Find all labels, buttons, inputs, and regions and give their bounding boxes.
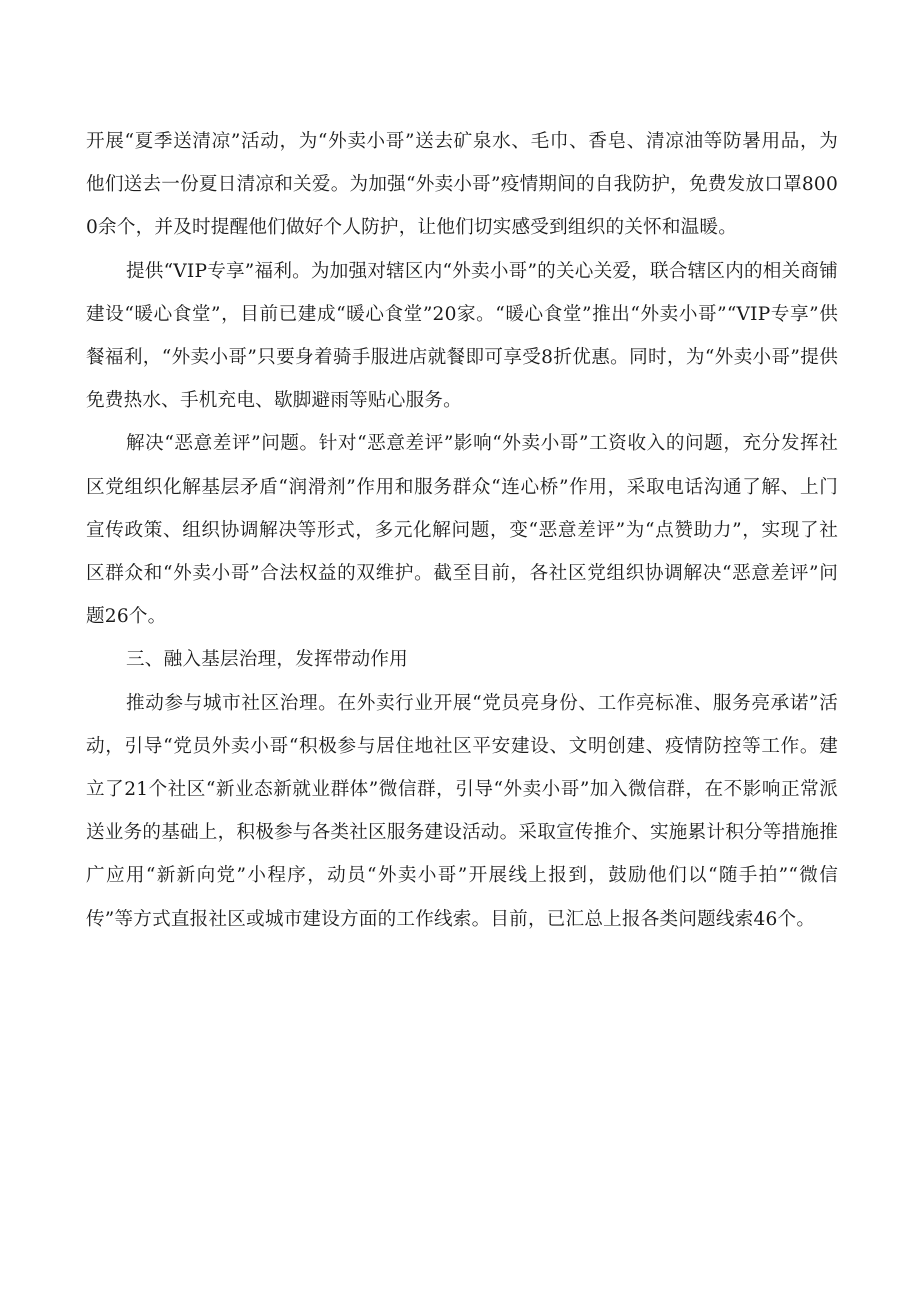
paragraph-summer-cooling: 开展“夏季送清凉”活动，为“外卖小哥”送去矿泉水、毛巾、香皂、清凉油等防暑用品，为他们送去一份夏日清凉和关爱。为加强“外卖小哥”疫情期间的自我防护，免费发放口罩8000余个，并及时提醒他们做好个人防护，让他们切实感受到组织的关怀和温暖。 [86,131,838,239]
document-body [86,120,838,941]
paragraph-bad-reviews: 解决“恶意差评”问题。针对“恶意差评”影响“外卖小哥”工资收入的问题，充分发挥社区党组织化解基层矛盾“润滑剂”作用和服务群众“连心桥”作用，采取电话沟通了解、上门宣传政策、组织协调解决等形式，多元化解问题，变“恶意差评”为“点赞助力”，实现了社区群众和“外卖小哥”合法权益的双维护。截至目前，各社区党组织协调解决“恶意差评”问题26个。 [86,433,838,628]
paragraph-vip-benefits: 提供“VIP专享”福利。为加强对辖区内“外卖小哥”的关心关爱，联合辖区内的相关商铺建设“暖心食堂”，目前已建成“暖心食堂”20家。“暖心食堂”推出“外卖小哥”“VIP专享”供餐福利，“外卖小哥”只要身着骑手服进店就餐即可享受8折优惠。同时，为“外卖小哥”提供免费热水、手机充电、歇脚避雨等贴心服务。 [86,260,838,412]
section-heading-grassroots-governance: 三、融入基层治理，发挥带动作用 [126,649,408,671]
paragraph-community-governance: 推动参与城市社区治理。在外卖行业开展“党员亮身份、工作亮标准、服务亮承诺”活动，引导“党员外卖小哥“积极参与居住地社区平安建设、文明创建、疫情防控等工作。建立了21个社区“新业态新就业群体”微信群，引导“外卖小哥”加入微信群，在不影响正常派送业务的基础上，积极参与各类社区服务建设活动。采取宣传推介、实施累计积分等措施推广应用“新新向党”小程序，动员“外卖小哥”开展线上报到，鼓励他们以“随手拍”“微信传”等方式直报社区或城市建设方面的工作线索。目前，已汇总上报各类问题线索46个。 [86,692,838,930]
